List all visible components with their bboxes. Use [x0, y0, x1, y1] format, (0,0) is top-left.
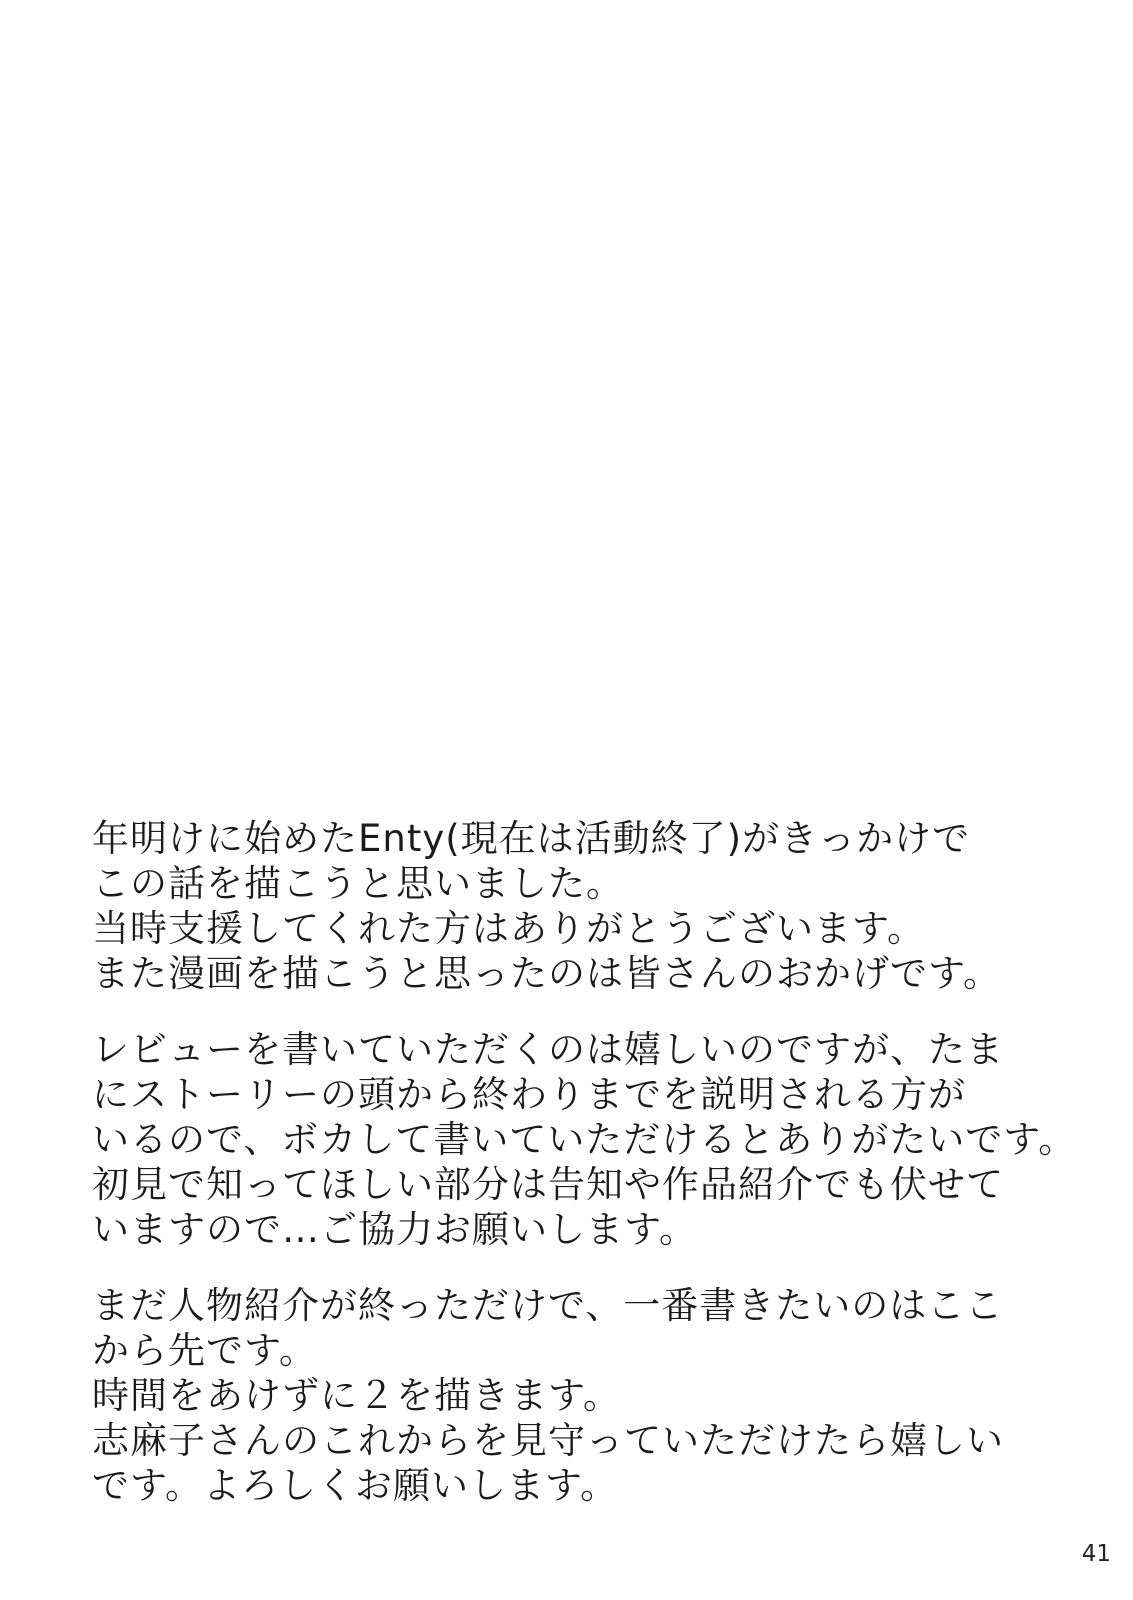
- afterword-line: 当時支援してくれた方はありがとうございます。: [92, 907, 926, 950]
- afterword-line: 志麻子さんのこれからを見守っていただけたら嬉しい: [92, 1419, 1004, 1462]
- afterword-line: また漫画を描こうと思ったのは皆さんのおかげです。: [92, 952, 1002, 995]
- afterword-line: いるので、ボカして書いていただけるとありがたいです。: [92, 1118, 1077, 1161]
- afterword-paragraph-3: [92, 1283, 1072, 1508]
- afterword-line: 初見で知ってほしい部分は告知や作品紹介でも伏せて: [92, 1163, 1004, 1206]
- afterword-paragraph-1: [92, 816, 1072, 996]
- afterword-paragraph-2: [92, 1027, 1077, 1252]
- afterword-text: [92, 816, 1077, 1508]
- afterword-line: この話を描こうと思いました。: [92, 862, 624, 905]
- afterword-line: レビューを書いていただくのは嬉しいのですが、たま: [92, 1028, 1004, 1071]
- afterword-line: 時間をあけずに２を描きます。: [92, 1374, 622, 1417]
- afterword-line: いますので…ご協力お願いします。: [92, 1208, 698, 1251]
- afterword-line: まだ人物紹介が終っただけで、一番書きたいのはここ: [92, 1284, 1004, 1327]
- afterword-line: 年明けに始めたEnty(現在は活動終了)がきっかけで: [92, 817, 971, 860]
- afterword-line: にストーリーの頭から終わりまでを説明される方が: [92, 1073, 966, 1116]
- afterword-line: です。よろしくお願いします。: [92, 1464, 619, 1507]
- page-number: 41: [1081, 1541, 1111, 1567]
- afterword-line: から先です。: [92, 1329, 318, 1372]
